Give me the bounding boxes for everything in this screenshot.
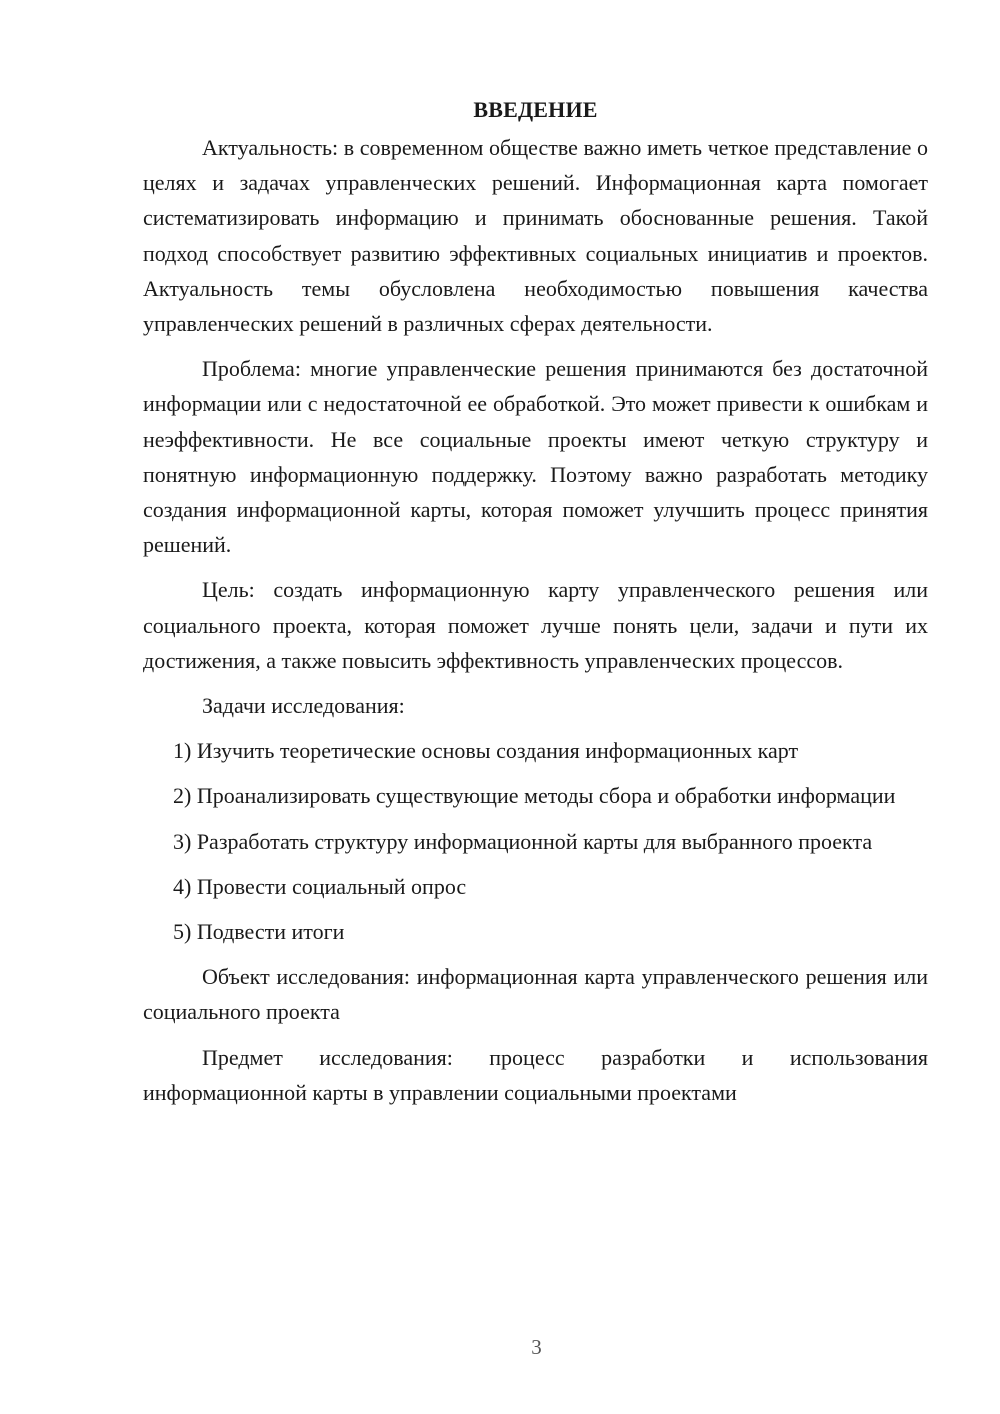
- paragraph-object: Объект исследования: информационная карта управленческого решения или социального проекта: [143, 964, 928, 1025]
- task-item-5: 5) Подвести итоги: [173, 919, 345, 945]
- paragraph-relevance: Актуальность: в современном обществе важно иметь четкое представление о целях и задачах управленческих решений. Информационная карта помогает систематизировать информацию и принимать обоснованные решения. Такой подход способствует развитию эффективных социальных инициатив и проектов. Актуальность темы обусловлена необходимостью повышения качества управленческих решений в различных сферах деятельности.: [143, 135, 928, 337]
- page-number: 3: [531, 1335, 542, 1359]
- task-item-1: 1) Изучить теоретические основы создания информационных карт: [173, 738, 799, 764]
- document-page: [143, 92, 928, 1110]
- paragraph-problem: Проблема: многие управленческие решения принимаются без достаточной информации или с недостаточной ее обработкой. Это может привести к ошибкам и неэффективности. Не все социальные проекты имеют четкую структуру и понятную информационную поддержку. Поэтому важно разработать методику создания информационной карты, которая поможет улучшить процесс принятия решений.: [143, 356, 928, 558]
- task-item-4: 4) Провести социальный опрос: [173, 873, 467, 899]
- section-title: ВВЕДЕНИЕ: [473, 97, 598, 122]
- tasks-heading: Задачи исследования:: [202, 693, 405, 719]
- paragraph-subject: Предмет исследования: процесс разработки и использования информационной карты в управлении социальными проектами: [143, 1044, 928, 1105]
- task-item-2: 2) Проанализировать существующие методы сбора и обработки информации: [173, 783, 896, 809]
- task-item-3: 3) Разработать структуру информационной карты для выбранного проекта: [173, 828, 873, 854]
- paragraph-goal: Цель: создать информационную карту управленческого решения или социального проекта, которая поможет лучше понять цели, задачи и пути их достижения, а также повысить эффективность управленческих процессов.: [143, 577, 928, 673]
